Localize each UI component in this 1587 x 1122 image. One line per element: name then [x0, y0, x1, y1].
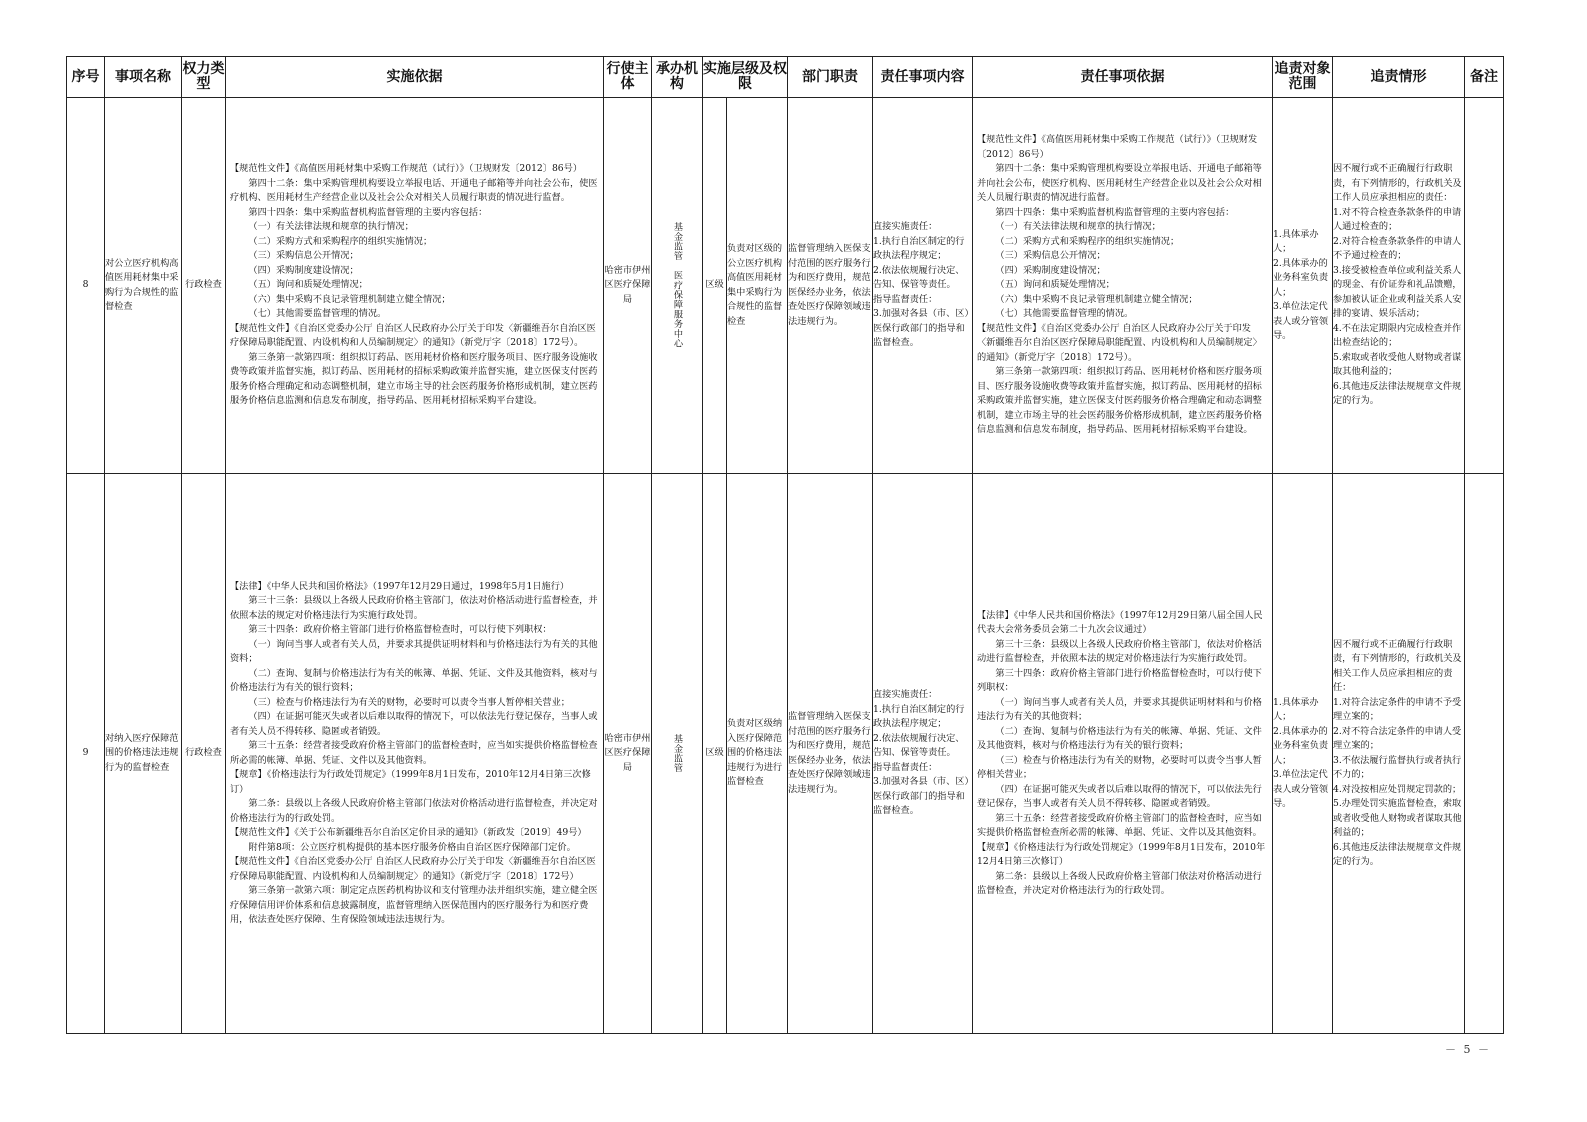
basis-paragraph: 第三十三条：县级以上各级人民政府价格主管部门，依法对价格活动进行监督检查，并依照本法的规定对价格违法行为实施行政处罚。	[230, 595, 598, 621]
basis-paragraph: 附件第8项：公立医疗机构提供的基本医疗服务价格由自治区医疗保障部门定价。	[248, 841, 576, 853]
basis-paragraph: 【规章】《价格违法行为行政处罚规定》（1999年8月1日发布，2010年12月4日第三次修订）	[230, 769, 591, 795]
basis-paragraph: （三）采购信息公开情况；	[995, 250, 1106, 262]
basis-paragraph: （三）检查与价格违法行为有关的财物，必要时可以责令当事人暂停相关营业；	[248, 696, 570, 708]
header-resp-content: 责任事项内容	[873, 57, 973, 98]
basis-paragraph: （六）集中采购不良记录管理机制建立健全情况；	[248, 293, 451, 305]
row-power-type: 行政检查	[182, 98, 226, 474]
row-seq: 8	[67, 98, 105, 474]
basis-paragraph: 第三十四条：政府价格主管部门进行价格监督检查时，可以行使下列职权：	[977, 667, 1262, 693]
basis-paragraph: （一）询问当事人或者有关人员，并要求其提供证明材料和与价格违法行为有关的其他资料；	[977, 696, 1262, 722]
basis-paragraph: （五）询问和质疑处理情况；	[995, 279, 1115, 291]
basis-paragraph: （四）采购制度建设情况；	[248, 264, 359, 276]
basis-paragraph: （三）检查与价格违法行为有关的财物，必要时可以责令当事人暂停相关营业；	[977, 754, 1262, 780]
row-resp-content: 直接实施责任： 1.执行自治区制定的行政执法程序规定； 2.依法依规履行决定、告知、保管等责任。 指导监督责任： 3.加强对各县（市、区）医保行政部门的指导和监督检查。	[873, 474, 973, 1034]
row-subject: 哈密市伊州区医疗保障局	[604, 98, 652, 474]
basis-paragraph: 【规章】《价格违法行为行政处罚规定》（1999年8月1日发布，2010年12月4日第三次修订）	[977, 841, 1266, 867]
row-resp-content: 直接实施责任： 1.执行自治区制定的行政执法程序规定； 2.依法依规履行决定、告知、保管等责任。 指导监督责任： 3.加强对各县（市、区）医保行政部门的指导和监督检查。	[873, 98, 973, 474]
row-duty: 监督管理纳入医保支付范围的医疗服务行为和医疗费用，规范医保经办业务，依法查处医疗保障领域违法违规行为。	[788, 474, 873, 1034]
row-level: 区级	[703, 474, 727, 1034]
row-basis	[226, 98, 604, 474]
row-subject: 哈密市伊州区医疗保障局	[604, 474, 652, 1034]
basis-paragraph: 【规范性文件】《关于公布新疆维吾尔自治区定价目录的通知》（新政发〔2019〕49号）	[230, 827, 587, 838]
header-accountable: 追责对象范围	[1273, 57, 1333, 98]
agency-text: 基金监管	[671, 734, 683, 773]
header-resp-basis: 责任事项依据	[973, 57, 1273, 98]
basis-paragraph: 第四十四条：集中采购监督机构监督管理的主要内容包括：	[248, 206, 488, 218]
basis-paragraph: 第三十五条：经营者接受政府价格主管部门的监督检查时，应当如实提供价格监督检查所必需的帐簿、单据、凭证、文件以及其他资料。	[977, 812, 1262, 838]
basis-paragraph: 【规范性文件】《自治区党委办公厅 自治区人民政府办公厅关于印发〈新疆维吾尔自治区医疗保障局职能配置、内设机构和人员编制规定〉的通知》（新党厅字〔2018〕172号）	[230, 856, 596, 882]
basis-paragraph: （六）集中采购不良记录管理机制建立健全情况；	[995, 293, 1198, 305]
row-seq: 9	[67, 474, 105, 1034]
basis-paragraph: （四）在证据可能灭失或者以后难以取得的情况下，可以依法先行登记保存，当事人或者有关人员不得转移、隐匿或者销毁。	[977, 783, 1262, 809]
row-name: 对公立医疗机构高值医用耗材集中采购行为合规性的监督检查	[105, 98, 182, 474]
basis-paragraph: 第三条第一款第四项：组织拟订药品、医用耗材价格和医疗服务项目、医疗服务设施收费等政策并监督实施，拟订药品、医用耗材的招标采购政策并监督实施，建立医保支付医药服务价格合理确定和动态调整机制，建立市场主导的社会医药服务价格形成机制，建立医药服务价格信息监测和信息发布制度，指导药品、医用耗材招标采购平台建设。	[977, 366, 1262, 436]
basis-paragraph: 【规范性文件】《高值医用耗材集中采购工作规范（试行）》（卫规财发〔2012〕86号）	[977, 134, 1258, 160]
basis-paragraph: 【规范性文件】《自治区党委办公厅 自治区人民政府办公厅关于印发〈新疆维吾尔自治区医疗保障局职能配置、内设机构和人员编制规定〉的通知》（新党厅字〔2018〕172号）。	[977, 322, 1262, 363]
row-name: 对纳入医疗保障范围的价格违法违规行为的监督检查	[105, 474, 182, 1034]
header-name: 事项名称	[105, 57, 182, 98]
header-power-type: 权力类型	[182, 57, 226, 98]
basis-paragraph: （二）查询、复制与价格违法行为有关的帐簿、单据、凭证、文件及其他资料，核对与价格违法行为有关的银行资料；	[977, 725, 1262, 751]
row-circumstances: 因不履行或不正确履行行政职责，有下列情形的，行政机关及工作人员应承担相应的责任： 1.对不符合检查条款条件的申请人通过检查的； 2.对符合检查条款条件的申请人不予通过检查的； 3.接受被检查单位或利益关系人的现金、有价证券和礼品馈赠，参加被认证企业或利益关系人安排的宴请、娱乐活动； 4.不在法定期限内完成检查并作出检查结论的； 5.索取或者收受他人财物或者谋取其他利益的； 6.其他违反法律法规规章文件规定的行为。	[1333, 98, 1465, 474]
row-basis	[226, 474, 604, 1034]
agency-text: 基金监管 医疗保障服务中心	[671, 222, 683, 349]
row-circumstances: 因不履行或不正确履行行政职责，有下列情形的，行政机关及相关工作人员应承担相应的责任： 1.对符合法定条件的申请不予受理立案的； 2.对不符合法定条件的申请人受理立案的； 3.不依法履行监督执行或者执行不力的； 4.对没按相应处罚规定罚款的； 5.办理处罚实施监督检查，索取或者收受他人财物或者谋取其他利益的； 6.其他违反法律法规规章文件规定的行为。	[1333, 474, 1465, 1034]
header-row	[67, 57, 1504, 98]
basis-paragraph: 【规范性文件】《高值医用耗材集中采购工作规范（试行）》（卫规财发〔2012〕86号）	[230, 163, 583, 175]
basis-paragraph: （四）采购制度建设情况；	[995, 264, 1106, 276]
header-seq: 序号	[67, 57, 105, 98]
basis-paragraph: （一）有关法律法规和规章的执行情况；	[248, 221, 414, 233]
basis-paragraph: 第二条：县级以上各级人民政府价格主管部门依法对价格活动进行监督检查，并决定对价格违法行为的行政处罚。	[977, 870, 1262, 896]
row-accountable: 1.具体承办人； 2.具体承办的业务科室负责人； 3.单位法定代表人或分管领导。	[1273, 474, 1333, 1034]
responsibility-table	[66, 56, 1504, 1034]
row-accountable: 1.具体承办人； 2.具体承办的业务科室负责人； 3.单位法定代表人或分管领导。	[1273, 98, 1333, 474]
basis-paragraph: （二）采购方式和采购程序的组织实施情况；	[995, 235, 1180, 247]
basis-paragraph: （五）询问和质疑处理情况；	[248, 279, 368, 291]
basis-paragraph: 第四十四条：集中采购监督机构监督管理的主要内容包括：	[995, 206, 1235, 218]
basis-paragraph: （四）在证据可能灭失或者以后难以取得的情况下，可以依法先行登记保存，当事人或者有关人员不得转移、隐匿或者销毁。	[230, 711, 598, 737]
header-duty: 部门职责	[788, 57, 873, 98]
row-power-type: 行政检查	[182, 474, 226, 1034]
row-duty-scope: 负责对区级的公立医疗机构高值医用耗材集中采购行为合规性的监督检查	[727, 98, 788, 474]
basis-paragraph: （一）有关法律法规和规章的执行情况；	[995, 221, 1161, 233]
row-remarks	[1465, 98, 1504, 474]
row-agency	[652, 474, 703, 1034]
basis-paragraph: 【规范性文件】《自治区党委办公厅 自治区人民政府办公厅关于印发〈新疆维吾尔自治区医疗保障局职能配置、内设机构和人员编制规定〉的通知》（新党厅字〔2018〕172号）。	[230, 322, 596, 349]
header-subject: 行使主体	[604, 57, 652, 98]
header-remarks: 备注	[1465, 57, 1504, 98]
header-basis: 实施依据	[226, 57, 604, 98]
page-number: － 5 －	[1445, 1043, 1491, 1056]
basis-paragraph: 第四十二条：集中采购管理机构要设立举报电话、开通电子邮箱等并向社会公布，使医疗机构、医用耗材生产经营企业以及社会公众对相关人员履行职责的情况进行监督。	[230, 177, 598, 204]
row-remarks	[1465, 474, 1504, 1034]
row-resp-basis	[973, 98, 1273, 474]
row-agency	[652, 98, 703, 474]
basis-paragraph: 第三十三条：县级以上各级人民政府价格主管部门，依法对价格活动进行监督检查，并依照本法的规定对价格违法行为实施行政处罚。	[977, 638, 1262, 664]
basis-paragraph: 第三条第一款第四项：组织拟订药品、医用耗材价格和医疗服务项目、医疗服务设施收费等政策并监督实施，拟订药品、医用耗材的招标采购政策并监督实施，建立医保支付医药服务价格合理确定和动态调整机制，建立市场主导的社会医药服务价格形成机制，建立医药服务价格信息监测和信息发布制度，指导药品、医用耗材招标采购平台建设。	[230, 351, 598, 407]
header-level: 实施层级及权限	[703, 57, 788, 98]
basis-paragraph: 第三十四条：政府价格主管部门进行价格监督检查时，可以行使下列职权：	[248, 624, 552, 635]
basis-paragraph: （三）采购信息公开情况；	[248, 250, 359, 262]
basis-paragraph: （二）查询、复制与价格违法行为有关的帐簿、单据、凭证、文件及其他资料，核对与价格违法行为有关的银行资料；	[230, 667, 598, 693]
row-level: 区级	[703, 98, 727, 474]
table-row	[67, 474, 1504, 1034]
row-resp-basis	[973, 474, 1273, 1034]
basis-paragraph: （二）采购方式和采购程序的组织实施情况；	[248, 235, 433, 247]
basis-paragraph: （一）询问当事人或者有关人员，并要求其提供证明材料和与价格违法行为有关的其他资料；	[230, 638, 598, 664]
basis-paragraph: 【法律】《中华人民共和国价格法》（1997年12月29日第八届全国人民代表大会常务委员会第二十九次会议通过）	[977, 609, 1263, 635]
basis-paragraph: 第四十二条：集中采购管理机构要设立举报电话、开通电子邮箱等并向社会公布，使医疗机构、医用耗材生产经营企业以及社会公众对相关人员履行职责的情况进行监督。	[977, 163, 1262, 204]
basis-paragraph: 【法律】《中华人民共和国价格法》（1997年12月29日通过，1998年5月1日施行）	[230, 580, 570, 592]
row-duty-scope: 负责对区级纳入医疗保障范围的价格违法违规行为进行监督检查	[727, 474, 788, 1034]
header-circumstances: 追责情形	[1333, 57, 1465, 98]
basis-paragraph: 第三十五条：经营者接受政府价格主管部门的监督检查时，应当如实提供价格监督检查所必需的帐簿、单据、凭证、文件以及其他资料。	[230, 740, 598, 766]
basis-paragraph: 第三条第一款第六项：制定定点医药机构协议和支付管理办法并组织实施，建立健全医疗保障信用评价体系和信息披露制度，监督管理纳入医保范围内的医疗服务行为和医疗费用，依法查处医疗保障、生育保险领域违法违规行为。	[230, 885, 598, 925]
basis-paragraph: （七）其他需要监督管理的情况。	[248, 308, 387, 320]
basis-paragraph: 第二条：县级以上各级人民政府价格主管部门依法对价格活动进行监督检查，并决定对价格违法行为的行政处罚。	[230, 798, 598, 824]
basis-paragraph: （七）其他需要监督管理的情况。	[995, 308, 1134, 320]
table-row	[67, 98, 1504, 474]
header-agency: 承办机构	[652, 57, 703, 98]
row-duty: 监督管理纳入医保支付范围的医疗服务行为和医疗费用，规范医保经办业务，依法查处医疗保障领域违法违规行为。	[788, 98, 873, 474]
